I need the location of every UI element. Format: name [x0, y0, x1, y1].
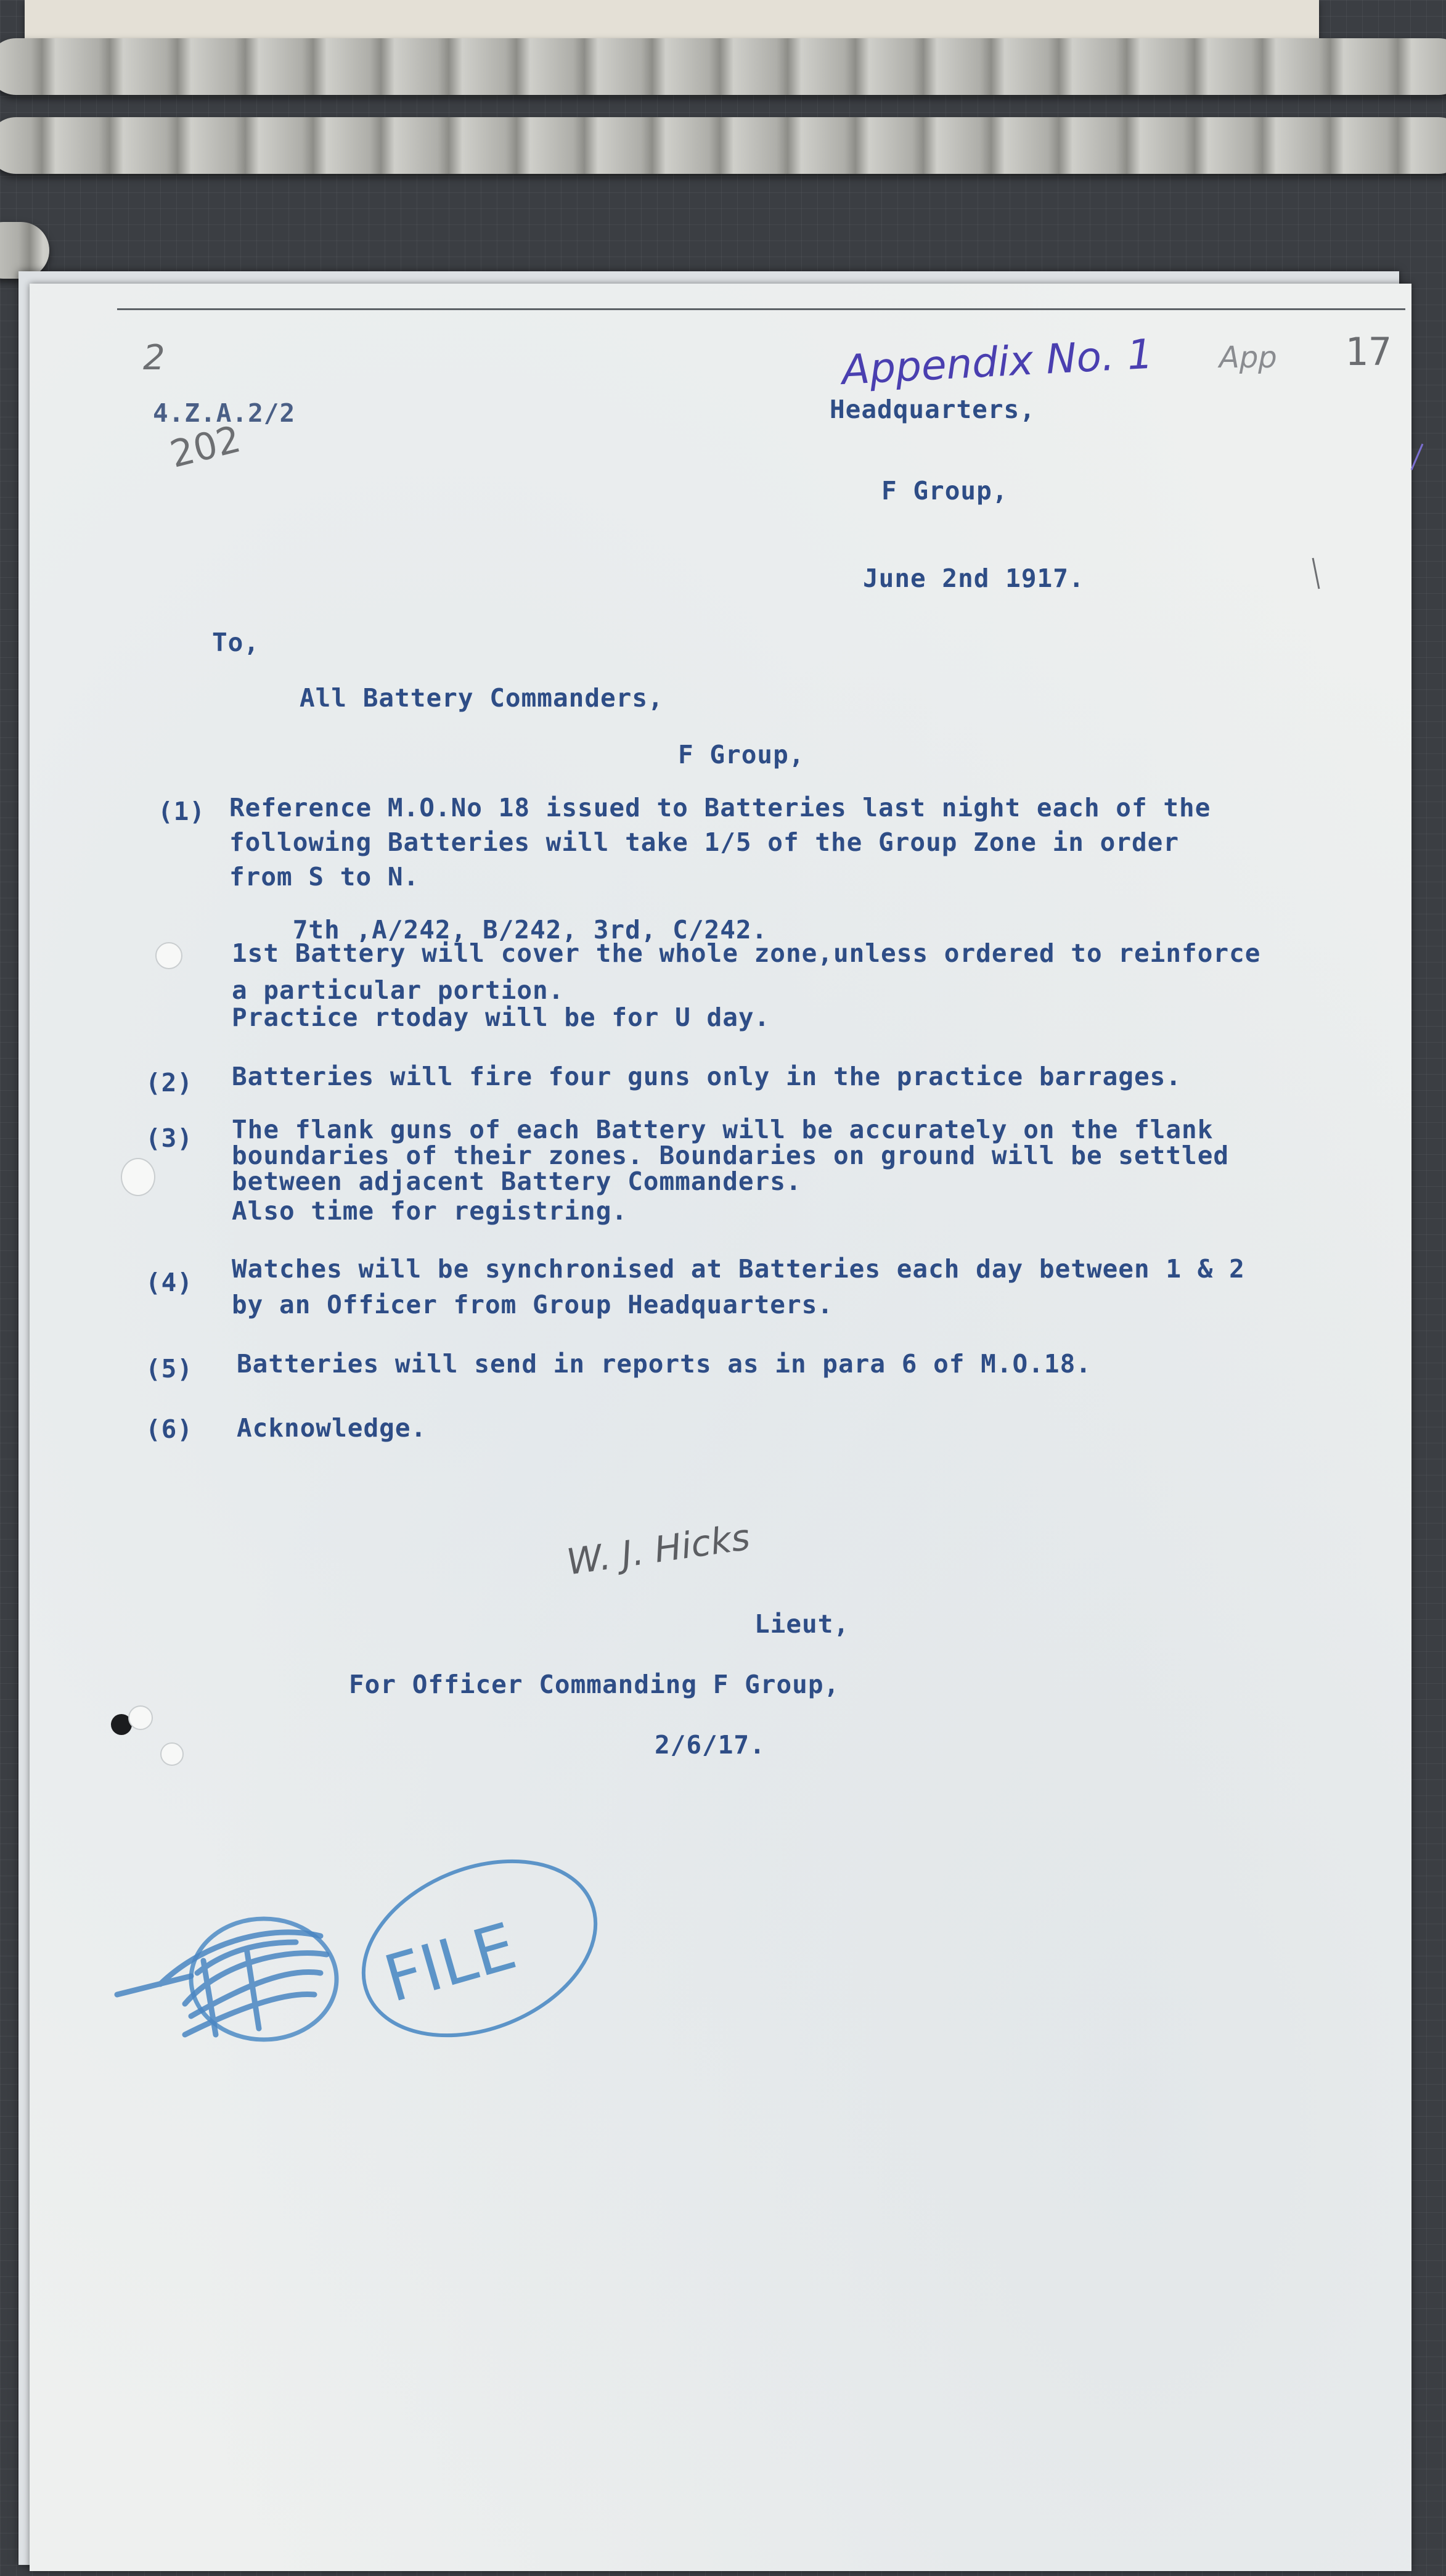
- paragraph-line: Acknowledge.: [237, 1413, 427, 1443]
- paragraph-line: a particular portion.: [232, 975, 565, 1005]
- file-stamp-text: FILE: [376, 1908, 525, 2017]
- header-headquarters: Headquarters,: [830, 395, 1035, 424]
- handwritten-signature: W. J. Hicks: [564, 1516, 753, 1583]
- paragraph-line: Reference M.O.No 18 issued to Batteries last night each of the: [229, 793, 1211, 822]
- scribble-icon: [117, 1932, 327, 2035]
- paragraph-number: (5): [145, 1354, 194, 1384]
- paragraph-number: (3): [145, 1123, 194, 1153]
- paragraph-line: boundaries of their zones. Boundaries on ground will be settled: [232, 1141, 1230, 1170]
- paragraph-line: The flank guns of each Battery will be accurately on the flank: [232, 1115, 1214, 1144]
- paragraph-line: between adjacent Battery Commanders.: [232, 1167, 802, 1196]
- paragraph-line: 7th ,A/242, B/242, 3rd, C/242.: [229, 915, 768, 945]
- corner-pencil-mark: App: [1219, 340, 1277, 375]
- paragraph-line: Also time for registring.: [232, 1196, 628, 1226]
- pencil-number: 2: [143, 338, 165, 378]
- paragraph-line: Batteries will fire four guns only in the practice barrages.: [232, 1062, 1182, 1091]
- paragraph-line: by an Officer from Group Headquarters.: [232, 1290, 833, 1319]
- pencil-tick: [1411, 444, 1423, 470]
- signature-rank: Lieut,: [754, 1609, 850, 1639]
- paragraph-number: (4): [145, 1268, 194, 1297]
- header-date: June 2nd 1917.: [863, 564, 1085, 593]
- salutation: To,: [212, 628, 260, 657]
- appendix-stamp: Appendix No. 1: [840, 330, 1154, 394]
- signature-date: 2/6/17.: [655, 1730, 766, 1760]
- pencil-tick: [1313, 558, 1319, 589]
- paragraph-line: Batteries will send in reports as in para 6 of M.O.18.: [237, 1349, 1092, 1379]
- paragraph-line: 1st Battery will cover the whole zone,unless ordered to reinforce: [232, 938, 1261, 968]
- paragraph-line: from S to N.: [229, 862, 420, 892]
- header-group: F Group,: [881, 476, 1008, 506]
- file-reference: 4.Z.A.2/2: [153, 398, 296, 428]
- paragraph-line: Watches will be synchronised at Batteries each day between 1 & 2: [232, 1254, 1245, 1284]
- paragraph-number: (2): [145, 1068, 194, 1097]
- signature-for-line: For Officer Commanding F Group,: [349, 1670, 840, 1699]
- folio-number: 17: [1345, 329, 1392, 374]
- paragraph-line: following Batteries will take 1/5 of the Group Zone in order: [229, 827, 1180, 857]
- paragraph-number: (1): [158, 797, 206, 826]
- paragraph-number: (6): [145, 1414, 194, 1444]
- addressee-line: All Battery Commanders,: [300, 683, 664, 713]
- pencil-number: 202: [166, 417, 245, 477]
- paragraph-line: Practice rtoday will be for U day.: [232, 1003, 770, 1032]
- addressee-group: F Group,: [678, 740, 805, 769]
